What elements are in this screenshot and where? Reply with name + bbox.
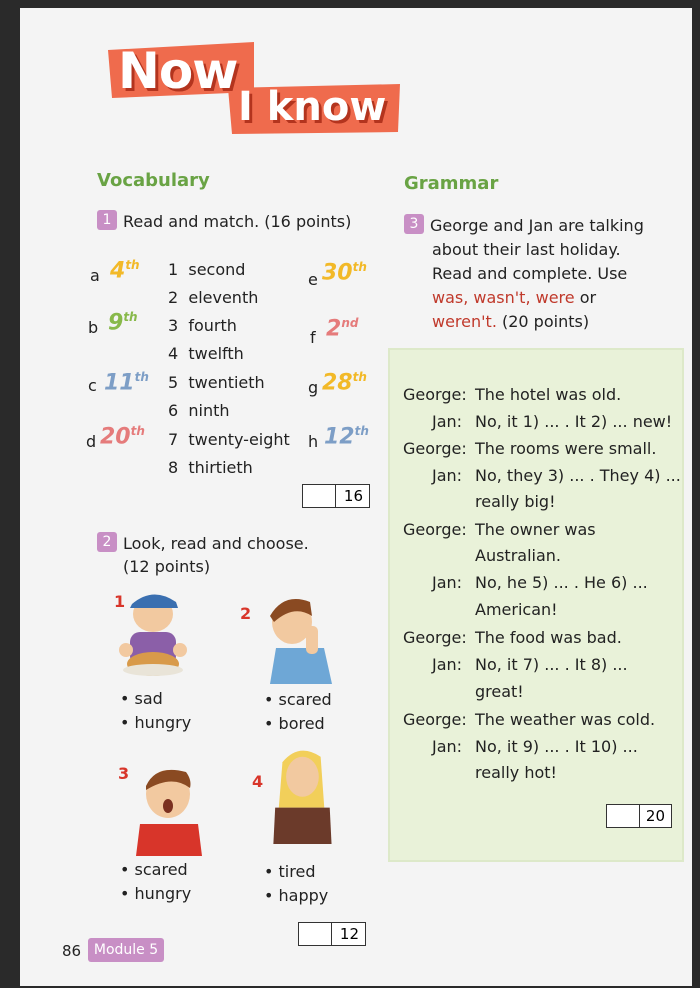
- speaker-jan: Jan:: [432, 573, 463, 592]
- page-number: 86: [62, 942, 82, 960]
- word-text: fourth: [188, 316, 237, 335]
- speaker-jan: Jan:: [432, 655, 463, 674]
- or-word: or: [574, 288, 597, 307]
- ordinal-suffix: th: [134, 370, 149, 384]
- boy-with-burger-illustration: [108, 586, 198, 686]
- picture-number: 3: [118, 764, 130, 783]
- title-now: Now: [118, 42, 238, 100]
- ordinal-number: 2: [326, 316, 342, 342]
- dialogue-line: Australian.: [475, 546, 561, 565]
- dialogue-line: No, he 5) ... . He 6) ...: [475, 573, 648, 592]
- word-item: [168, 316, 237, 335]
- task-3-words-line: [432, 286, 596, 310]
- word-item: [168, 430, 290, 449]
- task-1-badge: 1: [97, 210, 117, 230]
- title-i-know: I know: [238, 84, 387, 130]
- ordinal-e: [322, 260, 367, 285]
- option-item[interactable]: • hungry: [120, 884, 192, 903]
- task-2-text: Look, read and choose.: [123, 534, 309, 553]
- option-item[interactable]: • scared: [264, 690, 332, 709]
- task-3-line: George and Jan are talking: [430, 216, 644, 235]
- dialogue-line: No, it 1) ... . It 2) ... new!: [475, 412, 673, 431]
- word-number: 7: [168, 430, 179, 449]
- ordinal-suffix: nd: [341, 316, 359, 330]
- dialogue-line: American!: [475, 600, 558, 619]
- option-text: scared: [134, 860, 188, 879]
- grammar-score-box[interactable]: [606, 804, 672, 828]
- word-number: 5: [168, 373, 179, 392]
- option-item[interactable]: • bored: [264, 714, 325, 733]
- dialogue-line: No, they 3) ... . They 4) ...: [475, 466, 681, 485]
- ordinal-letter: e: [308, 270, 318, 289]
- word-text: twelfth: [188, 344, 244, 363]
- ordinal-d: [100, 424, 145, 449]
- points-text: (20 points): [496, 312, 590, 331]
- task-1-text: Read and match. (16 points): [123, 212, 352, 231]
- word-text: second: [188, 260, 246, 279]
- speaker-george: George:: [403, 385, 467, 404]
- word-text: thirtieth: [188, 458, 253, 477]
- word-number: 8: [168, 458, 179, 477]
- word-text: twentieth: [188, 373, 265, 392]
- option-text: sad: [134, 689, 163, 708]
- ordinal-suffix: th: [123, 310, 138, 324]
- dialogue-line: The food was bad.: [475, 628, 622, 647]
- dialogue-line: really big!: [475, 492, 556, 511]
- task-3-line: Read and complete. Use: [432, 264, 628, 283]
- ordinal-suffix: th: [352, 370, 367, 384]
- option-text: bored: [278, 714, 325, 733]
- grammar-heading: Grammar: [404, 173, 499, 194]
- ordinal-number: 20: [100, 424, 131, 450]
- score-input[interactable]: [607, 805, 640, 827]
- score-input[interactable]: [299, 923, 332, 945]
- task-3-badge: 3: [404, 214, 424, 234]
- word-item: [168, 458, 253, 477]
- ordinal-number: 9: [108, 310, 124, 336]
- bored-boy-illustration: [254, 586, 344, 686]
- speaker-george: George:: [403, 710, 467, 729]
- ordinal-b: [108, 310, 138, 335]
- tired-girl-illustration: [262, 744, 352, 844]
- dialogue-line: really hot!: [475, 763, 557, 782]
- word-text: ninth: [188, 401, 230, 420]
- target-words: was, wasn't, were: [432, 288, 575, 307]
- word-item: [168, 288, 258, 307]
- task-2-instruction: [97, 532, 309, 556]
- task-3-instruction: [404, 214, 644, 238]
- word-number: 1: [168, 260, 179, 279]
- word-item: [168, 344, 244, 363]
- dialogue-line: The weather was cold.: [475, 710, 656, 729]
- dialogue-line: The hotel was old.: [475, 385, 622, 404]
- task-2-points: (12 points): [123, 557, 211, 576]
- speaker-george: George:: [403, 628, 467, 647]
- dialogue-line: No, it 7) ... . It 8) ...: [475, 655, 628, 674]
- score-total: 12: [339, 925, 359, 943]
- speaker-george: George:: [403, 520, 467, 539]
- option-text: hungry: [134, 884, 192, 903]
- task-1-instruction: [97, 210, 351, 234]
- word-item: [168, 401, 230, 420]
- word-number: 6: [168, 401, 179, 420]
- ordinal-h: [324, 424, 369, 449]
- task-3-line: about their last holiday.: [432, 240, 621, 259]
- score-input[interactable]: [303, 485, 336, 507]
- ordinal-letter: d: [86, 432, 97, 451]
- option-text: tired: [278, 862, 316, 881]
- ordinal-letter: h: [308, 432, 319, 451]
- word-text: eleventh: [188, 288, 259, 307]
- picture-number: 4: [252, 772, 264, 791]
- speaker-jan: Jan:: [432, 737, 463, 756]
- task-2-badge: 2: [97, 532, 117, 552]
- picture-number: 1: [114, 592, 126, 611]
- ordinal-c: [104, 370, 149, 395]
- ordinal-g: [322, 370, 367, 395]
- word-number: 4: [168, 344, 179, 363]
- ordinal-suffix: th: [125, 258, 140, 272]
- option-text: hungry: [134, 713, 192, 732]
- vocabulary-heading: Vocabulary: [97, 170, 210, 191]
- option-text: happy: [278, 886, 329, 905]
- word-number: 3: [168, 316, 179, 335]
- word-item: [168, 260, 245, 279]
- option-item[interactable]: • hungry: [120, 713, 192, 732]
- option-item[interactable]: • tired: [264, 862, 316, 881]
- word-text: twenty-eight: [188, 430, 290, 449]
- look-score-box[interactable]: [298, 922, 366, 946]
- task-3-words-line-2: [432, 310, 589, 334]
- word-number: 2: [168, 288, 179, 307]
- ordinal-number: 30: [322, 260, 353, 286]
- ordinal-suffix: th: [130, 424, 145, 438]
- picture-number: 2: [240, 604, 252, 623]
- module-label: Module 5: [88, 938, 164, 962]
- score-total: 20: [645, 807, 665, 825]
- option-item[interactable]: • happy: [264, 886, 329, 905]
- speaker-jan: Jan:: [432, 412, 463, 431]
- ordinal-number: 11: [104, 370, 135, 396]
- dialogue-line: The rooms were small.: [475, 439, 657, 458]
- ordinal-a: [110, 258, 140, 283]
- score-total: 16: [343, 487, 363, 505]
- ordinal-number: 4: [110, 258, 126, 284]
- ordinal-suffix: th: [352, 260, 367, 274]
- dialogue-line: The owner was: [475, 520, 596, 539]
- ordinal-f: [326, 316, 358, 341]
- ordinal-suffix: th: [354, 424, 369, 438]
- ordinal-letter: a: [90, 266, 100, 285]
- option-item[interactable]: • scared: [120, 860, 188, 879]
- word-item: [168, 373, 265, 392]
- target-word: weren't.: [432, 312, 497, 331]
- dialogue-line: No, it 9) ... . It 10) ...: [475, 737, 638, 756]
- ordinal-letter: c: [88, 376, 97, 395]
- option-text: scared: [278, 690, 332, 709]
- speaker-george: George:: [403, 439, 467, 458]
- ordinal-letter: b: [88, 318, 99, 337]
- vocabulary-score-box[interactable]: [302, 484, 370, 508]
- speaker-jan: Jan:: [432, 466, 463, 485]
- ordinal-number: 28: [322, 370, 353, 396]
- ordinal-letter: f: [310, 328, 316, 347]
- ordinal-number: 12: [324, 424, 355, 450]
- dialogue-line: great!: [475, 682, 524, 701]
- scared-boy-illustration: [126, 756, 216, 856]
- option-item[interactable]: • sad: [120, 689, 163, 708]
- ordinal-letter: g: [308, 378, 319, 397]
